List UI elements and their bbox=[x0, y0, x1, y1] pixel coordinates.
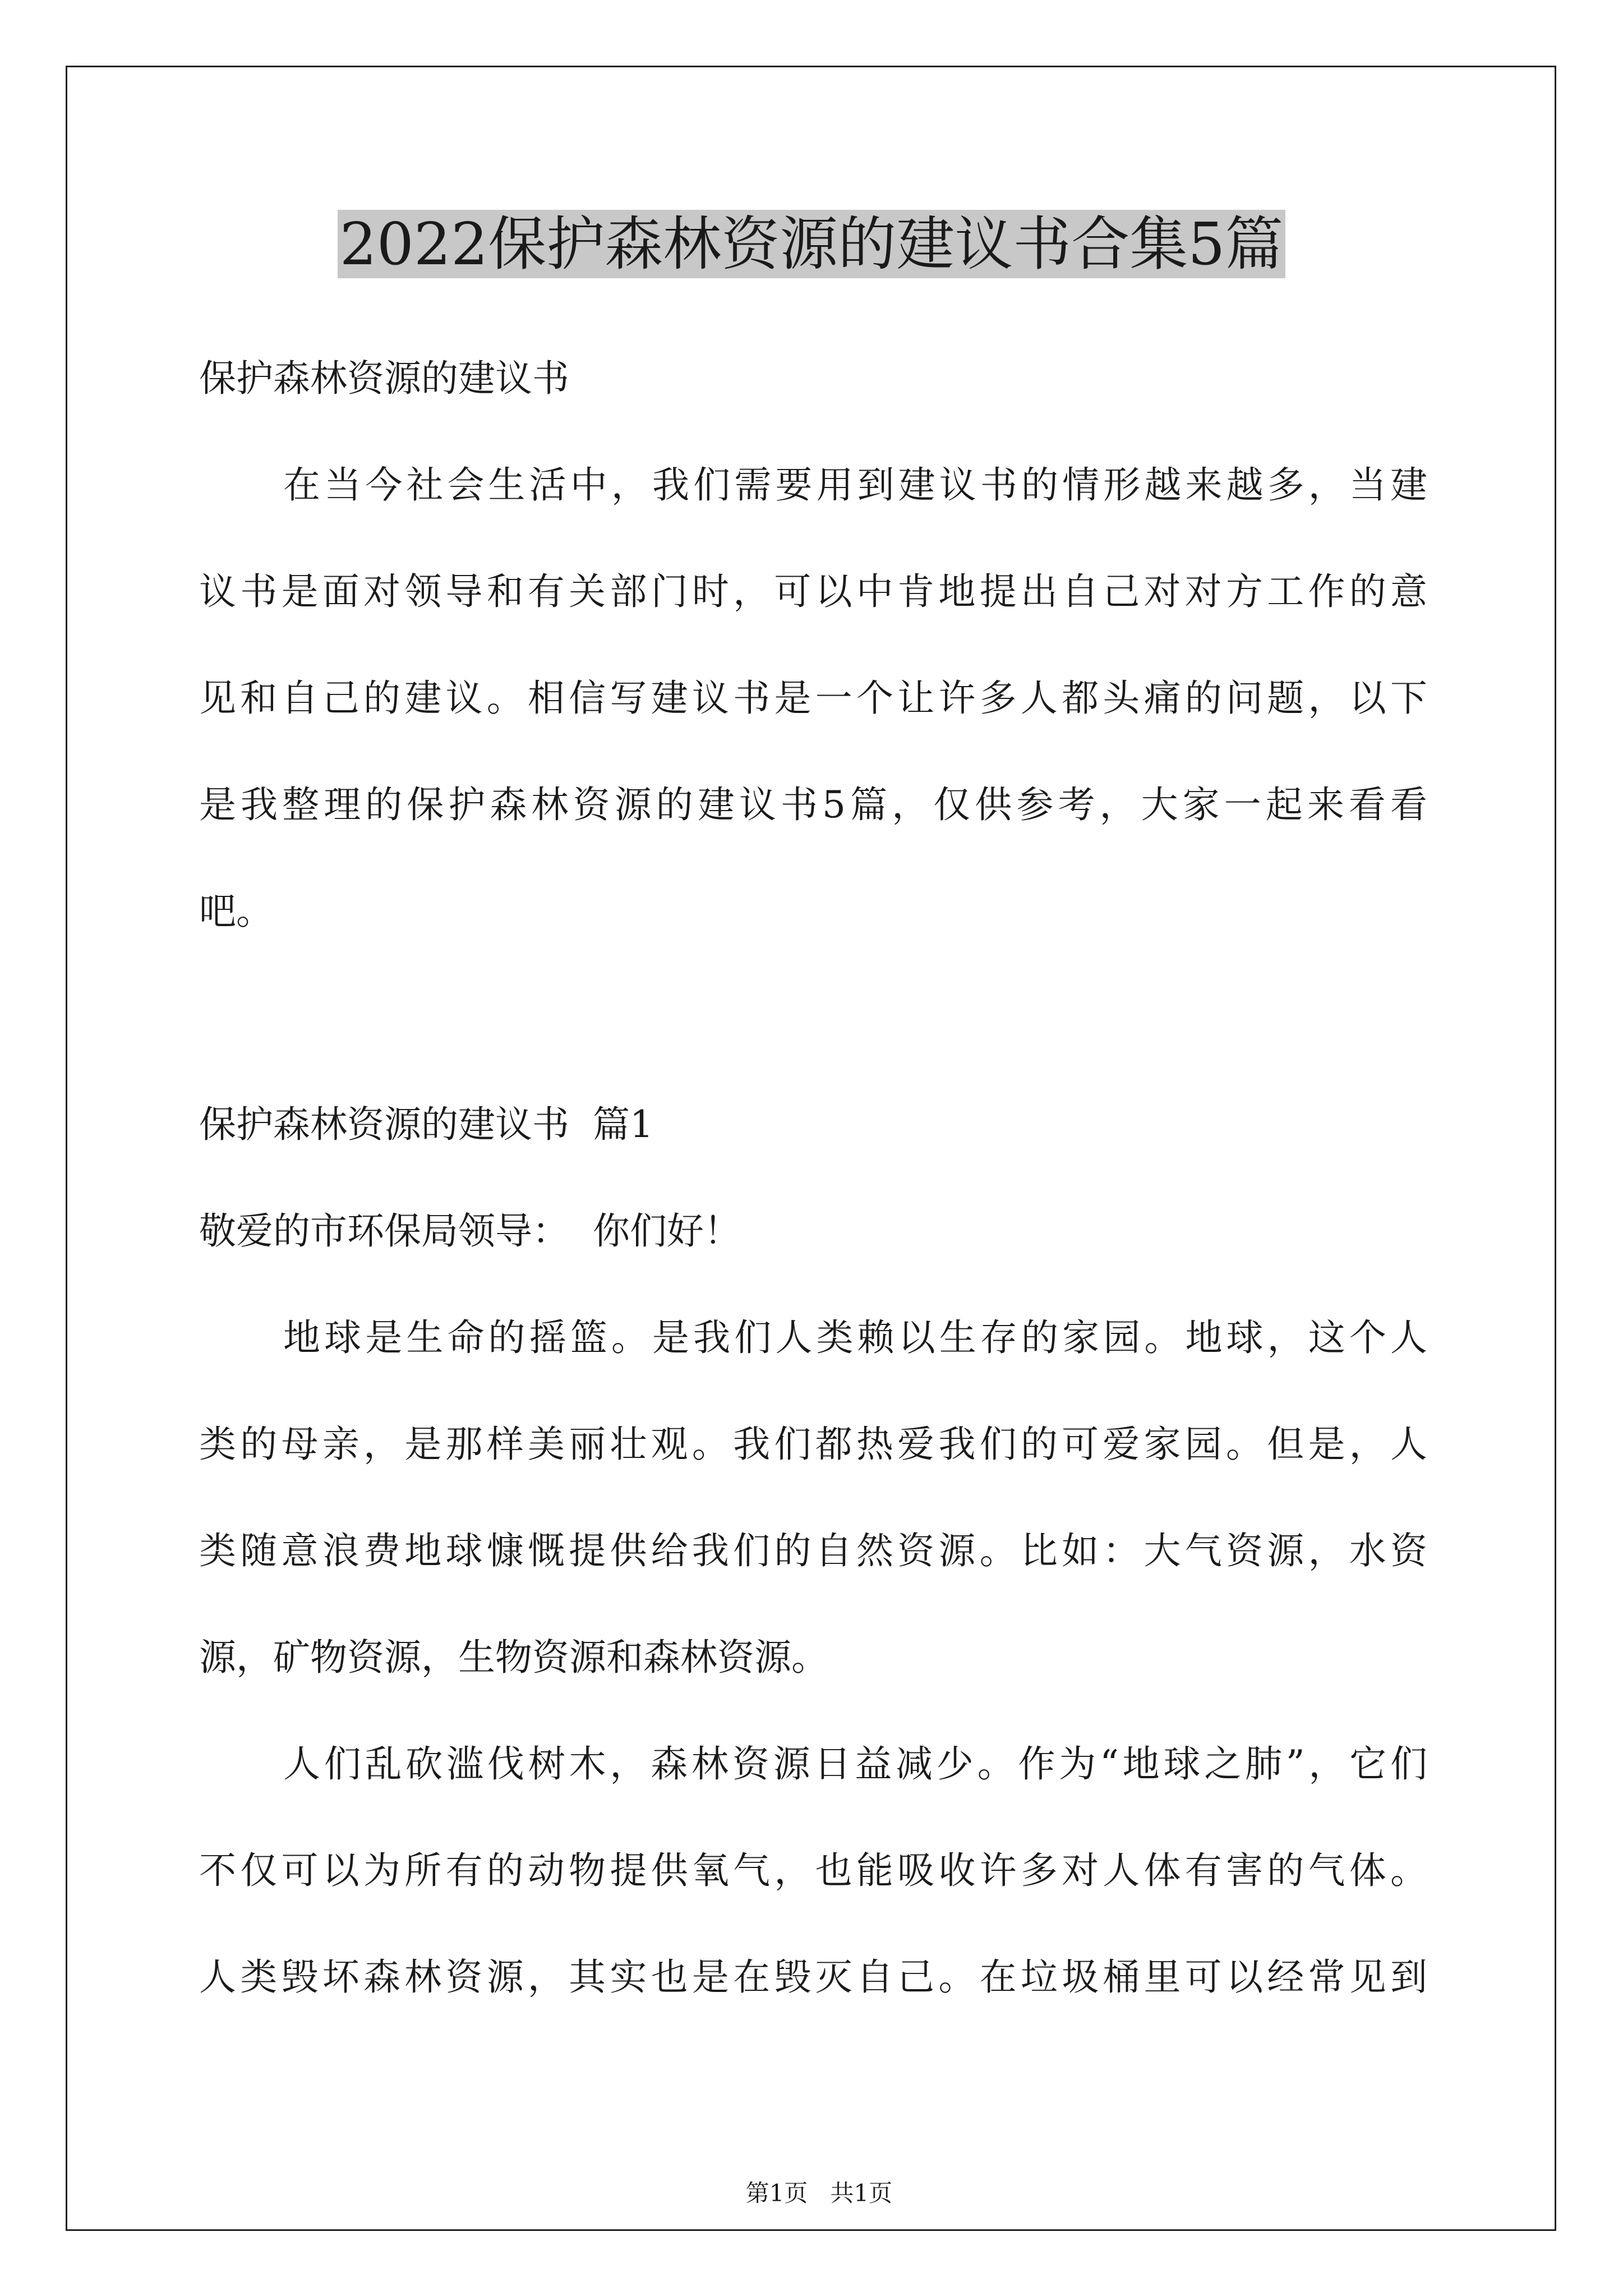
intro-line-3: 见和自己的建议。相信写建议书是一个让许多人都头痛的问题，以下 bbox=[199, 677, 1427, 720]
paragraph-1-line-3: 类随意浪费地球慷慨提供给我们的自然资源。比如：大气资源，水资 bbox=[199, 1529, 1427, 1572]
document-title bbox=[0, 205, 1623, 283]
page-number: 第1页 共1页 bbox=[745, 2179, 893, 2207]
page-footer bbox=[0, 2143, 1623, 2210]
salutation: 敬爱的市环保局领导： 你们好！ bbox=[199, 1209, 741, 1253]
paragraph-2-line-3: 人类毁坏森林资源，其实也是在毁灭自己。在垃圾桶里可以经常见到 bbox=[199, 1955, 1427, 1999]
intro-line-2: 议书是面对领导和有关部门时，可以中肯地提出自己对对方工作的意 bbox=[199, 570, 1427, 613]
intro-line-5: 吧。 bbox=[199, 890, 273, 933]
document-title-text: 2022保护森林资源的建议书合集5篇 bbox=[338, 210, 1286, 278]
paragraph-1-line-1: 地球是生命的摇篮。是我们人类赖以生存的家园。地球，这个人 bbox=[283, 1316, 1427, 1359]
paragraph-2-line-2: 不仅可以为所有的动物提供氧气，也能吸收许多对人体有害的气体。 bbox=[199, 1849, 1427, 1892]
paragraph-1-line-2: 类的母亲，是那样美丽壮观。我们都热爱我们的可爱家园。但是，人 bbox=[199, 1423, 1427, 1466]
paragraph-1-line-4: 源，矿物资源，生物资源和森林资源。 bbox=[199, 1636, 828, 1679]
intro-heading: 保护森林资源的建议书 bbox=[199, 357, 569, 400]
intro-line-1: 在当今社会生活中，我们需要用到建议书的情形越来越多，当建 bbox=[283, 463, 1427, 507]
intro-line-4: 是我整理的保护森林资源的建议书5篇，仅供参考，大家一起来看看 bbox=[199, 783, 1427, 826]
section-1-heading: 保护森林资源的建议书 篇1 bbox=[199, 1103, 653, 1146]
paragraph-2-line-1: 人们乱砍滥伐树木，森林资源日益减少。作为“地球之肺”，它们 bbox=[283, 1742, 1427, 1786]
